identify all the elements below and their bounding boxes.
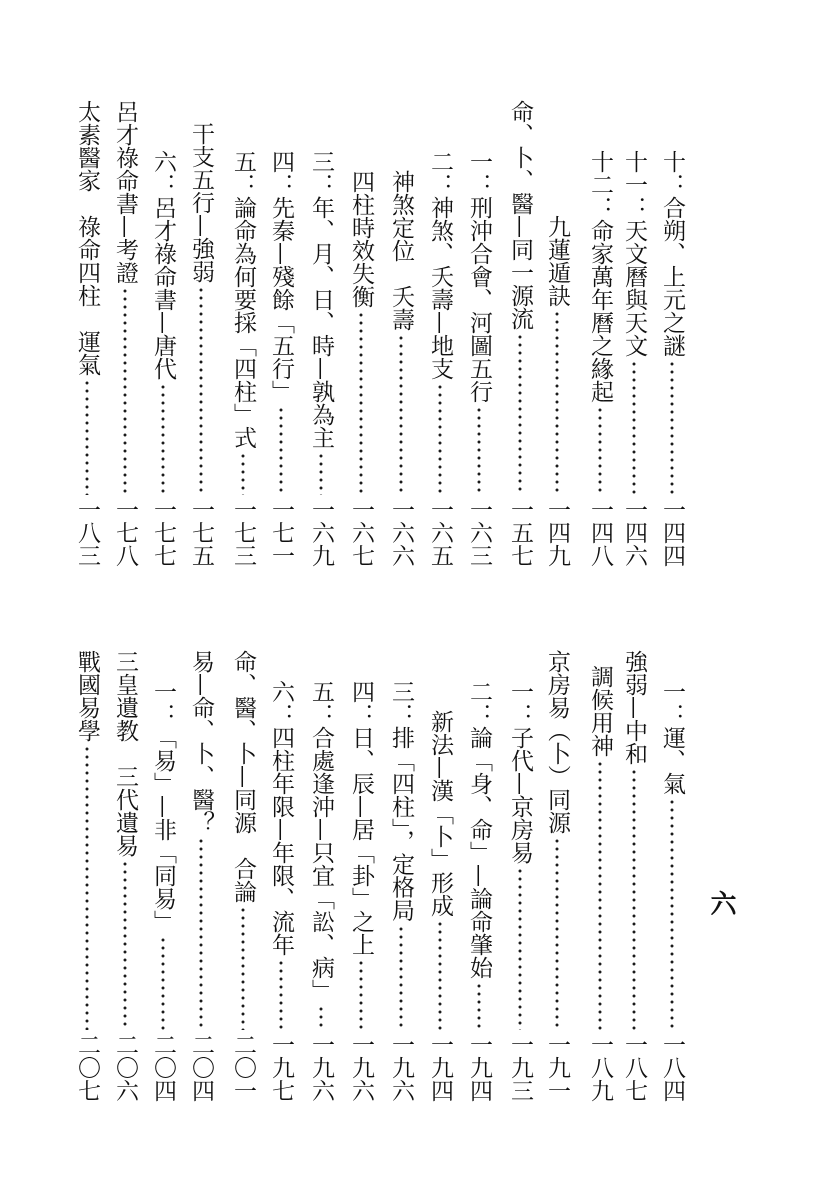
toc-chapter-entry xyxy=(505,100,535,567)
dot-leader xyxy=(657,360,687,495)
dot-leader xyxy=(346,311,376,495)
toc-entry-title: 三：排「四柱」，定格局 xyxy=(388,680,414,922)
toc-entry-page: 二〇一 xyxy=(230,1033,256,1102)
toc-entry xyxy=(464,150,494,567)
dot-leader xyxy=(657,798,687,1030)
toc-entry-page: 一九四 xyxy=(427,1033,453,1102)
toc-entry-page: 一六五 xyxy=(427,498,453,567)
toc-entry-page: 一九六 xyxy=(388,1033,414,1102)
toc-entry-page: 一九六 xyxy=(348,1033,374,1102)
toc-entry-title: 呂才祿命書—考證 xyxy=(112,100,138,284)
toc-entry-page: 二〇四 xyxy=(150,1033,176,1102)
toc-entry xyxy=(657,150,687,567)
toc-entry-page: 一七七 xyxy=(150,498,176,567)
dot-leader xyxy=(585,406,615,495)
toc-entry-page: 一六三 xyxy=(466,498,492,567)
dot-leader xyxy=(542,310,572,495)
dot-leader xyxy=(425,920,455,1030)
toc-entry-title: 強弱—中和 xyxy=(621,650,647,765)
toc-entry xyxy=(346,680,376,1102)
dot-leader xyxy=(464,982,494,1030)
dot-leader xyxy=(542,837,572,1030)
dot-leader xyxy=(148,936,178,1030)
toc-entry-title: 十：合朔、上元之謎 xyxy=(659,150,685,357)
toc-entry-page: 一七五 xyxy=(188,498,214,567)
toc-entry-title: 神煞定位 夭壽 xyxy=(388,170,414,331)
dot-leader xyxy=(110,860,140,1030)
toc-entry-page: 一九一 xyxy=(544,1033,570,1102)
toc-entry-page: 一六九 xyxy=(308,498,334,567)
toc-entry-title: 戰國易學 xyxy=(74,650,100,742)
toc-entry-page: 一五七 xyxy=(507,498,533,567)
toc-entry xyxy=(186,650,216,1102)
toc-entry-title: 五：合處逢沖—只宜「訟、病」 xyxy=(308,680,334,1002)
toc-entry-title: 四：先秦—殘餘「五行」 xyxy=(268,150,294,403)
toc-entry-page: 一八三 xyxy=(74,498,100,567)
toc-entry-page: 一八九 xyxy=(587,1033,613,1102)
toc-entry xyxy=(228,650,258,1102)
toc-entry-title: 二：神煞、夭壽—地支 xyxy=(427,150,453,380)
dot-leader xyxy=(425,383,455,495)
toc-entry-title: 命、醫、卜—同源 合論 xyxy=(230,650,256,903)
toc-entry-page: 一九六 xyxy=(308,1033,334,1102)
toc-entry-title: 干支五行—強弱 xyxy=(188,122,214,283)
toc-entry-page: 一八七 xyxy=(621,1033,647,1102)
toc-entry xyxy=(186,122,216,567)
toc-entry xyxy=(346,170,376,567)
toc-entry xyxy=(72,100,102,567)
toc-entry xyxy=(542,650,572,1102)
toc-entry-title: 六：四柱年限—年限、流年 xyxy=(268,680,294,956)
toc-entry xyxy=(228,150,258,567)
toc-entry-title: 調候用神 xyxy=(587,665,613,757)
toc-entry xyxy=(542,215,572,567)
dot-leader xyxy=(505,333,535,495)
dot-leader xyxy=(72,379,102,495)
toc-entry-title: 三皇遺教 三代遺易 xyxy=(112,650,138,857)
toc-entry xyxy=(464,680,494,1102)
toc-entry xyxy=(425,710,455,1102)
toc-entry-page: 一九三 xyxy=(507,1033,533,1102)
dot-leader xyxy=(186,286,216,495)
toc-entry-page: 一七一 xyxy=(268,498,294,567)
toc-entry-page: 一七三 xyxy=(230,498,256,567)
toc-entry-title: 三：年、月、日、時—孰為主 xyxy=(308,150,334,449)
toc-entry xyxy=(72,650,102,1102)
dot-leader xyxy=(148,383,178,495)
dot-leader xyxy=(266,406,296,495)
dot-leader xyxy=(228,452,258,495)
toc-entry-page: 一六七 xyxy=(348,498,374,567)
toc-entry xyxy=(266,680,296,1102)
toc-entry-title: 五：論命為何要採「四柱」式 xyxy=(230,150,256,449)
toc-entry-page: 二〇六 xyxy=(112,1033,138,1102)
toc-entry-title: 六：呂才祿命書—唐代 xyxy=(150,150,176,380)
dot-leader xyxy=(464,406,494,495)
dot-leader xyxy=(266,959,296,1030)
toc-entry-title: 京房易（卜）同源 xyxy=(544,650,570,834)
dot-leader xyxy=(386,334,416,495)
toc-entry-page: 一九四 xyxy=(466,1033,492,1102)
toc-entry-title: 十一：天文曆與天文 xyxy=(621,150,647,357)
dot-leader xyxy=(228,906,258,1030)
toc-entry xyxy=(386,680,416,1102)
toc-entry xyxy=(110,650,140,1102)
dot-leader xyxy=(346,959,376,1030)
toc-entry xyxy=(306,150,336,567)
dot-leader xyxy=(110,287,140,495)
toc-entry-title: 新法—漢「卜」形成 xyxy=(427,710,453,917)
dot-leader xyxy=(619,768,649,1030)
toc-entry xyxy=(425,150,455,567)
toc-entry-page: 一六六 xyxy=(388,498,414,567)
toc-entry-page: 一九七 xyxy=(268,1033,294,1102)
toc-chapter-title: 命、卜、醫—同一源流 xyxy=(507,100,533,330)
toc-entry xyxy=(585,150,615,567)
dot-leader xyxy=(505,867,535,1030)
toc-entry-title: 太素醫家 祿命四柱 運氣 xyxy=(74,100,100,376)
toc-entry-title: 一：子代—京房易 xyxy=(507,680,533,864)
dot-leader xyxy=(306,452,336,495)
toc-entry-page: 二〇七 xyxy=(74,1033,100,1102)
dot-leader xyxy=(72,745,102,1030)
toc-entry xyxy=(657,680,687,1102)
toc-entry-page: 一七八 xyxy=(112,498,138,567)
toc-entry xyxy=(266,150,296,567)
toc-entry-title: 易—命、卜、醫？ xyxy=(188,650,214,834)
toc-entry-title: 二：論「身、命」—論命肇始 xyxy=(466,680,492,979)
toc-entry xyxy=(148,680,178,1102)
toc-entry xyxy=(386,170,416,567)
toc-entry xyxy=(505,680,535,1102)
dot-leader xyxy=(619,360,649,495)
toc-entry-page: 一四八 xyxy=(587,498,613,567)
toc-entry xyxy=(110,100,140,567)
toc-entry xyxy=(585,665,615,1102)
dot-leader xyxy=(186,837,216,1030)
dot-leader xyxy=(386,925,416,1031)
toc-entry-page: 一八四 xyxy=(659,1033,685,1102)
toc-entry-title: 一：「易」—非「同易」 xyxy=(150,680,176,933)
toc-entry-title: 一：運、氣 xyxy=(659,680,685,795)
toc-entry-page: 一四四 xyxy=(659,498,685,567)
toc-entry-title: 四：日、辰—居「卦」之上 xyxy=(348,680,374,956)
toc-entry-title: 十二：命家萬年曆之緣起 xyxy=(587,150,613,403)
toc-entry xyxy=(148,150,178,567)
toc-entry-page: 一四六 xyxy=(621,498,647,567)
toc-entry-title: 四柱時效失衡 xyxy=(348,170,374,308)
dot-leader xyxy=(306,1005,336,1030)
toc-entry xyxy=(619,150,649,567)
toc-entry xyxy=(306,680,336,1102)
toc-entry-title: 一：刑沖合會、河圖五行 xyxy=(466,150,492,403)
toc-entry-page: 一四九 xyxy=(544,498,570,567)
toc-entry-page: 二〇四 xyxy=(188,1033,214,1102)
dot-leader xyxy=(585,760,615,1030)
toc-entry-title: 九蓮遁訣 xyxy=(544,215,570,307)
page-number: 六 xyxy=(706,890,736,916)
toc-entry xyxy=(619,650,649,1102)
